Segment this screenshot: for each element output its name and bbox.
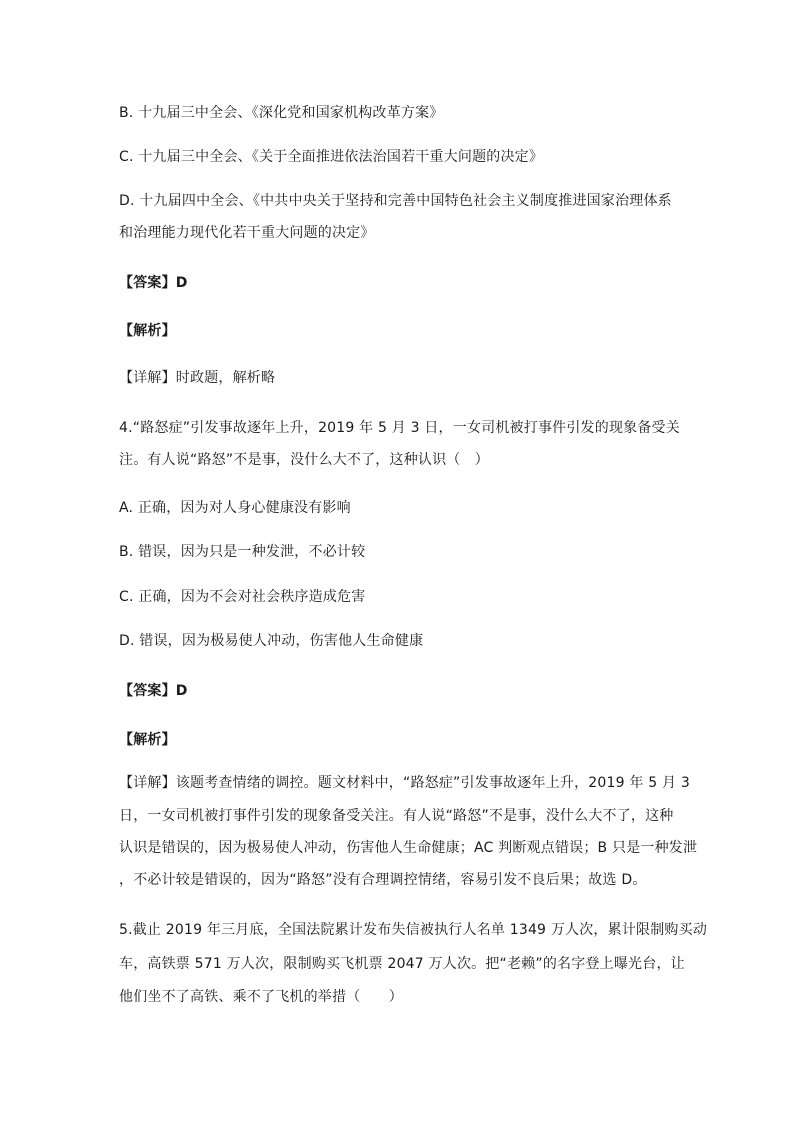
q3-detail: 【详解】时政题，解析略: [119, 370, 276, 386]
q4-option-a: A. 正确，因为对人身心健康没有影响: [119, 500, 351, 516]
q4-option-d: D. 错误，因为极易使人冲动，伤害他人生命健康: [119, 633, 424, 649]
q3-analysis-heading: 【解析】: [119, 323, 176, 339]
q4-stem-line2: 注。有人说“路怒”不是事，没什么大不了，这种认识（ ）: [119, 452, 489, 468]
q4-detail-line3: 认识是错误的，因为极易使人冲动，伤害他人生命健康；AC 判断观点错误；B 只是一种发泄: [119, 840, 698, 856]
q3-option-d-line1: D. 十九届四中全会、《中共中央关于坚持和完善中国特色社会主义制度推进国家治理体系: [119, 193, 672, 209]
q4-analysis-heading: 【解析】: [119, 732, 176, 748]
q5-stem-line2: 车，高铁票 571 万人次，限制购买飞机票 2047 万人次。把“老赖”的名字登上曝光台，让: [119, 956, 685, 972]
q5-stem-line3: 他们坐不了高铁、乘不了飞机的举措（ ）: [119, 989, 403, 1005]
q4-detail-line1: 【详解】该题考查情绪的调控。题文材料中，“路怒症”引发事故逐年上升，2019 年 5 月 3: [119, 775, 690, 791]
q4-detail-line4: ，不必计较是错误的，因为“路怒”没有合理调控情绪，容易引发不良后果；故选 D。: [119, 872, 647, 888]
q4-option-c: C. 正确，因为不会对社会秩序造成危害: [119, 589, 366, 605]
q3-option-c: C. 十九届三中全会、《关于全面推进依法治国若干重大问题的决定》: [119, 149, 544, 165]
q4-detail-line2: 日，一女司机被打事件引发的现象备受关注。有人说“路怒”不是事，没什么大不了，这种: [119, 808, 674, 824]
q4-answer: 【答案】D: [119, 683, 188, 699]
q5-stem-line1: 5.截止 2019 年三月底，全国法院累计发布失信被执行人名单 1349 万人次，累计限制购买动: [119, 922, 708, 938]
q4-option-b: B. 错误，因为只是一种发泄，不必计较: [119, 544, 366, 560]
q3-option-b: B. 十九届三中全会、《深化党和国家机构改革方案》: [119, 105, 444, 121]
q3-answer: 【答案】D: [119, 275, 188, 291]
q3-option-d-line2: 和治理能力现代化若干重大问题的决定》: [119, 225, 375, 241]
q4-stem-line1: 4.“路怒症”引发事故逐年上升，2019 年 5 月 3 日，一女司机被打事件引发的现象备受关: [119, 420, 680, 436]
